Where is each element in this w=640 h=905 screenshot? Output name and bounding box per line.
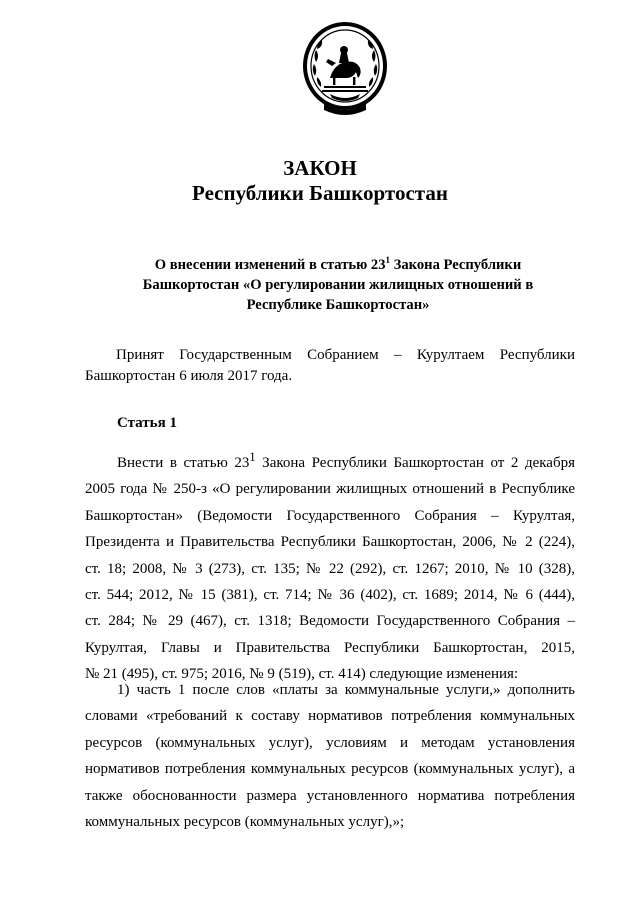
paragraph-line: Президента и Правительства Республики Башкортостан, 2006, № 2 (224), [85,534,575,551]
adoption-line1: Принят Государственным Собранием – Курултаем Республики [116,347,575,363]
item-line: нормативов потребления коммунальных ресурсов (коммунальных услуг), а [85,761,575,778]
paragraph-line1-end: Закона Республики Башкортостан от 2 декабря [255,455,575,471]
document-subtitle: Республики Башкортостан [192,181,448,205]
paragraph-line1-start: Внести в статью 23 [117,455,250,471]
paragraph-line: ст. 18; 2008, № 3 (273), ст. 135; № 22 (292), ст. 1267; 2010, № 10 (328), [85,560,575,577]
coat-of-arms-emblem [302,20,388,116]
law-subject [118,255,558,315]
article-heading: Статья 1 [117,415,177,431]
item-line: словами «требований к составу нормативов потребления коммунальных [85,708,575,725]
adoption-note [85,345,575,387]
paragraph-line: 2005 года № 250-з «О регулировании жилищных отношений в Республике [85,481,575,498]
subject-line2: Башкортостан «О регулировании жилищных отношений в [142,277,534,293]
paragraph-line: ст. 544; 2012, № 15 (381), ст. 714; № 36 (402), ст. 1689; 2014, № 6 (444), [85,587,575,604]
subject-line1-start: О внесении изменений в статью 23 [154,257,386,273]
document-title: ЗАКОН [283,156,357,180]
adoption-line2: Башкортостан 6 июля 2017 года. [85,368,293,384]
subject-line3: Республике Башкортостан» [246,297,430,313]
article-item-1 [85,677,575,835]
paragraph-line: Курултая, Главы и Правительства Республики Башкортостан, 2015, [85,639,575,656]
item-line: ресурсов (коммунальных услуг), условиям и методам установления [85,734,575,751]
subject-line1-superscript: 1 [385,255,390,266]
paragraph-line [85,444,575,476]
subject-line1-end: Закона Республики [390,257,522,273]
item-line: 1) часть 1 после слов «платы за коммунальные услуги,» дополнить [117,682,575,698]
item-line: коммунальных ресурсов (коммунальных услуг),»; [85,814,405,831]
paragraph-line: Башкортостан» (Ведомости Государственного Собрания – Курултая, [85,507,575,524]
article-paragraph-1 [85,444,575,688]
paragraph-line: № 21 (495), ст. 975; 2016, № 9 (519), ст. 414) следующие изменения: [85,666,519,683]
paragraph-line: ст. 284; № 29 (467), ст. 1318; Ведомости Государственного Собрания – [85,613,575,630]
paragraph-line1-superscript: 1 [249,450,256,464]
item-line: также обоснованности размера установленного норматива потребления [85,787,575,804]
